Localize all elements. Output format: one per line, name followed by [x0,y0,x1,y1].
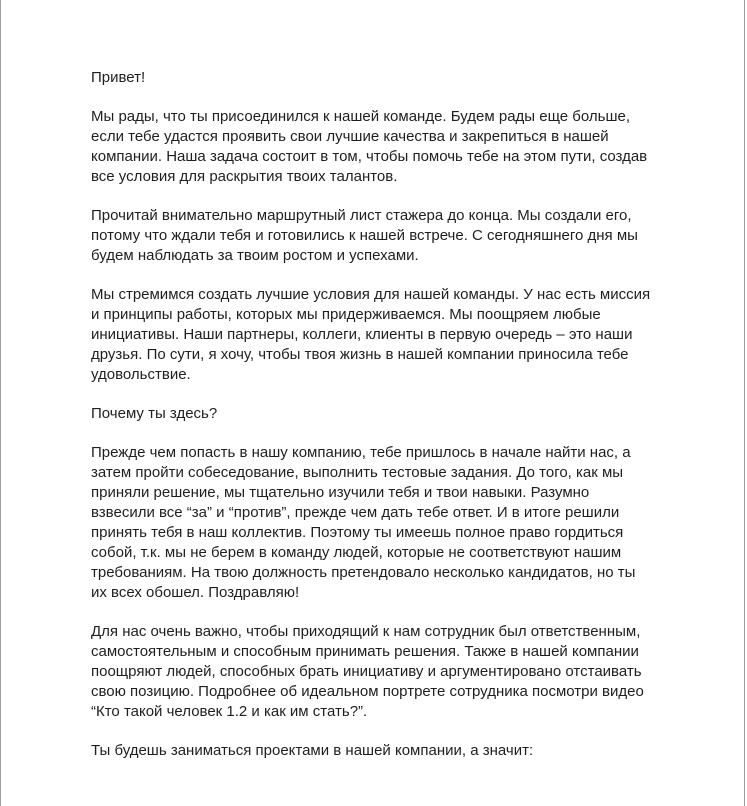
document-body [91,68,671,780]
paragraph-projects [91,741,671,761]
text-line: если тебе удастся проявить свои лучшие качества и закрепиться в нашей [91,128,609,145]
text-line: собой, т.к. мы не берем в команду людей, которые не соответствуют нашим [91,544,622,561]
section-question [91,404,671,424]
paragraph-welcome [91,107,671,187]
text-line: компании. Наша задача состоит в том, чтобы помочь тебе на этом пути, создав [91,148,648,165]
text-line: все условия для раскрытия твоих талантов. [91,168,398,185]
text-line: удовольствие. [91,366,191,383]
text-line: и принципы работы, которых мы придерживаемся. Мы поощряем любые [91,306,601,323]
text-line: Ты будешь заниматься проектами в нашей компании, а значит: [91,742,534,759]
text-line: требованиям. На твою должность претендовало несколько кандидатов, но ты [91,564,636,581]
text-line: будем наблюдать за твоим ростом и успехами. [91,247,419,264]
text-line: Почему ты здесь? [91,405,218,422]
text-line: Мы рады, что ты присоединился к нашей команде. Будем рады еще больше, [91,108,630,125]
text-line: поощряют людей, способных брать инициативу и аргументировано отстаивать [91,663,642,680]
text-line: потому что ждали тебя и готовились к нашей встрече. С сегодняшнего дня мы [91,227,638,244]
text-line: их всех обошел. Поздравляю! [91,584,300,601]
paragraph-why-here [91,443,671,603]
text-line: “Кто такой человек 1.2 и как им стать?”. [91,703,368,720]
text-line: Прежде чем попасть в нашу компанию, тебе пришлось в начале найти нас, а [91,444,631,461]
text-line: инициативы. Наши партнеры, коллеги, клиенты в первую очередь – это наши [91,326,633,343]
text-line: самостоятельным и способным принимать решения. Также в нашей компании [91,643,639,660]
text-line: свою позицию. Подробнее об идеальном портрете сотрудника посмотри видео [91,683,644,700]
text-line: затем пройти собеседование, выполнить тестовые задания. До того, как мы [91,464,624,481]
text-line: приняли решение, мы тщательно изучили тебя и твои навыки. Разумно [91,484,590,501]
paragraph-mission [91,285,671,385]
paragraph-route-sheet [91,206,671,266]
paragraph-ideal-employee [91,622,671,722]
text-line: Мы стремимся создать лучшие условия для нашей команды. У нас есть миссия [91,286,651,303]
text-line: взвесили все “за” и “против”, прежде чем дать тебе ответ. И в итоге решили [91,504,620,521]
text-line: Для нас очень важно, чтобы приходящий к нам сотрудник был ответственным, [91,623,641,640]
text-line: друзья. По сути, я хочу, чтобы твоя жизнь в нашей компании приносила тебе [91,346,629,363]
text-line: Привет! [91,69,146,86]
text-line: Прочитай внимательно маршрутный лист стажера до конца. Мы создали его, [91,207,632,224]
text-line: принять тебя в наш коллектив. Поэтому ты имеешь полное право гордиться [91,524,624,541]
greeting [91,68,671,88]
